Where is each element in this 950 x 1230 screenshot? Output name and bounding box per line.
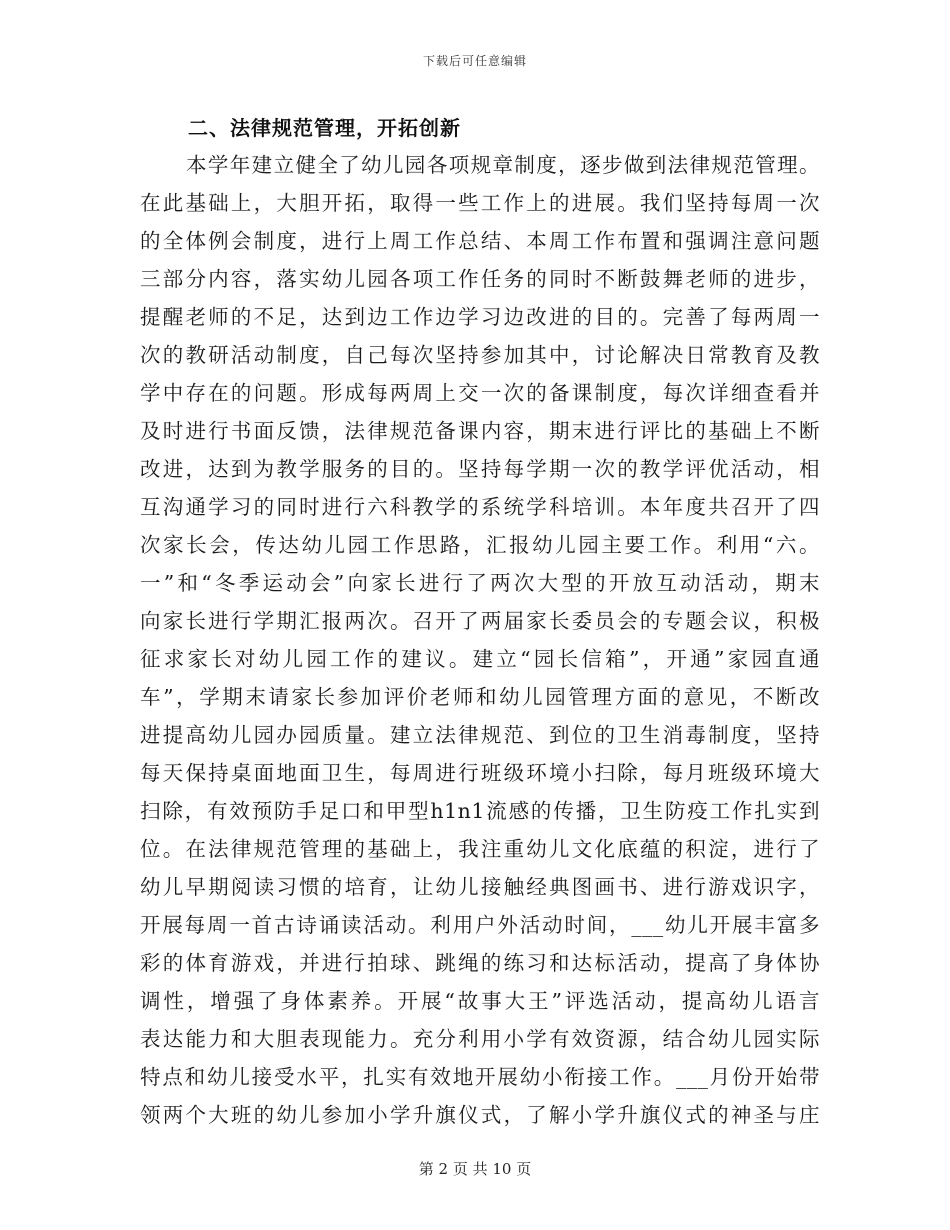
text-line: 幼儿早期阅读习惯的培育，让幼儿接触经典图画书、进行游戏识字， bbox=[140, 875, 820, 899]
text-line: 开展每周一首古诗诵读活动。利用户外活动时间，___幼儿开展丰富多 bbox=[140, 913, 820, 937]
text-line: 特点和幼儿接受水平，扎实有效地开展幼小衔接工作。___月份开始带 bbox=[140, 1065, 820, 1089]
text-line: 提醒老师的不足，达到边工作边学习边改进的目的。完善了每两周一 bbox=[140, 305, 820, 329]
text-line: 的全体例会制度，进行上周工作总结、本周工作布置和强调注意问题 bbox=[140, 229, 820, 253]
text-line: 领两个大班的幼儿参加小学升旗仪式，了解小学升旗仪式的神圣与庄 bbox=[140, 1103, 820, 1127]
text-line: 进提高幼儿园办园质量。建立法律规范、到位的卫生消毒制度，坚持 bbox=[140, 723, 820, 747]
text-line: 一”和“冬季运动会”向家长进行了两次大型的开放互动活动，期末 bbox=[140, 571, 820, 595]
text-line: 互沟通学习的同时进行六科教学的系统学科培训。本年度共召开了四 bbox=[140, 495, 820, 519]
text-line: 向家长进行学期汇报两次。召开了两届家长委员会的专题会议，积极 bbox=[140, 609, 820, 633]
text-line: 学中存在的问题。形成每两周上交一次的备课制度，每次详细查看并 bbox=[140, 381, 820, 405]
text-line: 征求家长对幼儿园工作的建议。建立“园长信箱”，开通”家园直通 bbox=[140, 647, 820, 671]
text-line: 车”，学期末请家长参加评价老师和幼儿园管理方面的意见，不断改 bbox=[140, 685, 820, 709]
text-line: 表达能力和大胆表现能力。充分利用小学有效资源，结合幼儿园实际 bbox=[140, 1027, 820, 1051]
text-line: 每天保持桌面地面卫生，每周进行班级环境小扫除，每月班级环境大 bbox=[140, 761, 820, 785]
text-line: 本学年建立健全了幼儿园各项规章制度，逐步做到法律规范管理。 bbox=[186, 153, 820, 177]
body-paragraph bbox=[140, 146, 820, 1134]
section-heading: 二、法律规范管理，开拓创新 bbox=[188, 116, 461, 140]
text-line: 次的教研活动制度，自己每次坚持参加其中，讨论解决日常教育及教 bbox=[140, 343, 820, 367]
text-line: 改进，达到为教学服务的目的。坚持每学期一次的教学评优活动，相 bbox=[140, 457, 820, 481]
text-line: 在此基础上，大胆开拓，取得一些工作上的进展。我们坚持每周一次 bbox=[140, 191, 820, 215]
text-line: 彩的体育游戏，并进行拍球、跳绳的练习和达标活动，提高了身体协 bbox=[140, 951, 820, 975]
header-note: 下载后可任意编辑 bbox=[422, 54, 527, 68]
text-line: 次家长会，传达幼儿园工作思路，汇报幼儿园主要工作。利用“六。 bbox=[140, 533, 820, 557]
text-line: 三部分内容，落实幼儿园各项工作任务的同时不断鼓舞老师的进步， bbox=[140, 267, 820, 291]
text-line: 及时进行书面反馈，法律规范备课内容，期末进行评比的基础上不断 bbox=[140, 419, 820, 443]
text-line: 调性，增强了身体素养。开展“故事大王”评选活动，提高幼儿语言 bbox=[140, 989, 820, 1013]
text-line: 扫除，有效预防手足口和甲型h1n1流感的传播，卫生防疫工作扎实到 bbox=[140, 799, 820, 823]
text-line: 位。在法律规范管理的基础上，我注重幼儿文化底蕴的积淀，进行了 bbox=[140, 837, 820, 861]
page-number: 第 2 页 共 10 页 bbox=[418, 1160, 532, 1178]
